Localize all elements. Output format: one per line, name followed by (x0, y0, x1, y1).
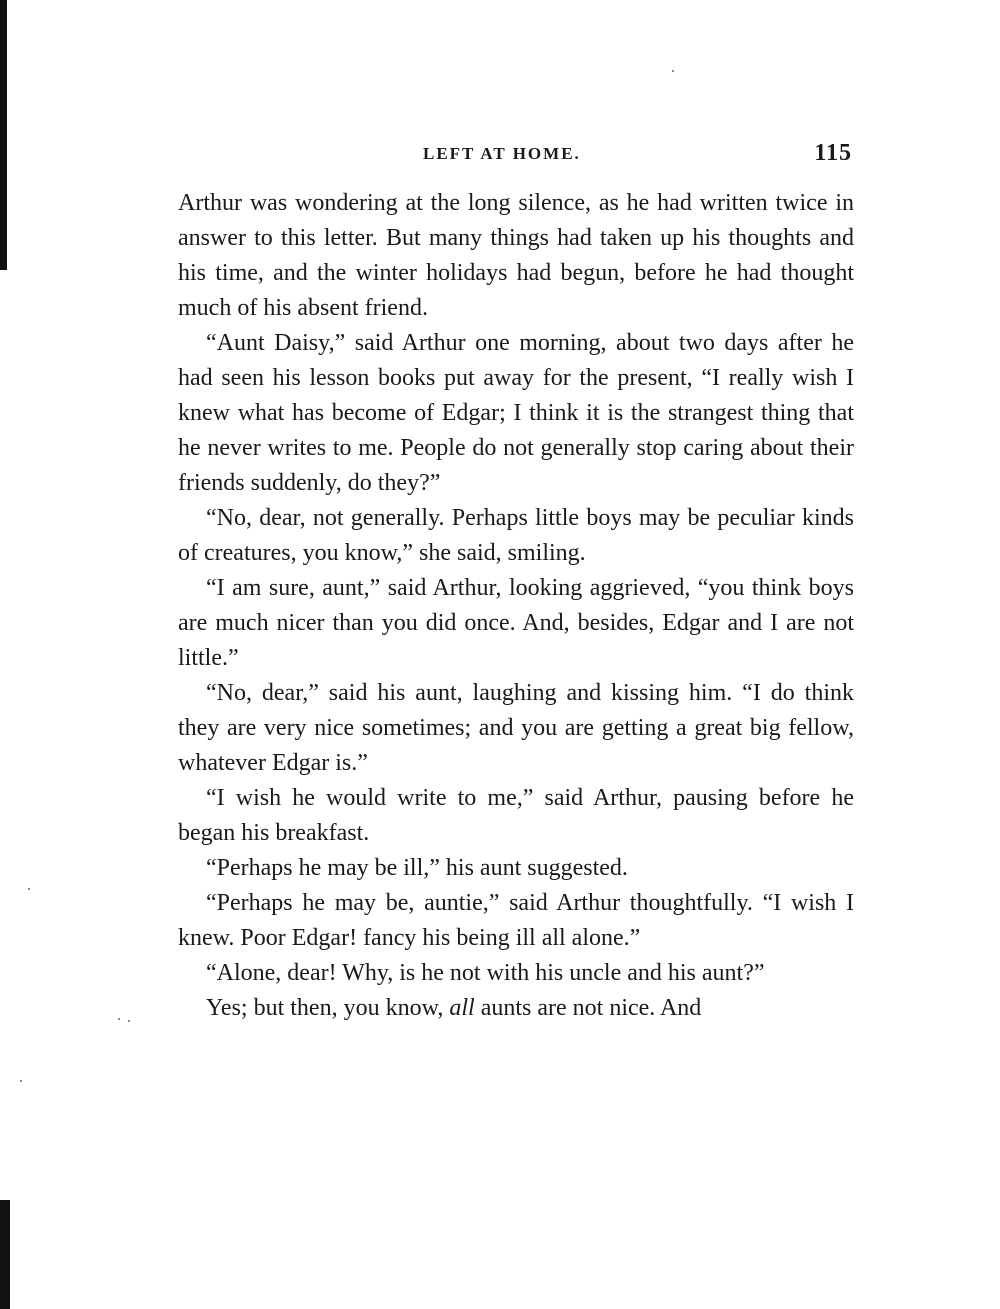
last-line-end: aunts are not nice. And (474, 995, 702, 1021)
page-body (178, 186, 854, 1026)
scan-speck (20, 1080, 22, 1082)
paragraph: “Perhaps he may be ill,” his aunt suggested. (206, 855, 628, 881)
running-head: LEFT AT HOME. (423, 144, 581, 163)
paragraph: “No, dear, not generally. Perhaps little boys may be peculiar kinds of creatures, you know,” she said, smiling. (178, 505, 854, 566)
paragraph: “Perhaps he may be, auntie,” said Arthur thoughtfully. “I wish I knew. Poor Edgar! fancy his being ill all alone.” (178, 890, 854, 951)
paragraph: “I am sure, aunt,” said Arthur, looking aggrieved, “you think boys are much nicer than you did once. And, besides, Edgar and I are not little.” (178, 575, 854, 671)
paragraph: “Alone, dear! Why, is he not with his uncle and his aunt?” (206, 960, 765, 986)
scan-speck (128, 1020, 130, 1022)
page-header (178, 140, 854, 170)
emphasis-all: all (449, 995, 475, 1021)
paragraph: “No, dear,” said his aunt, laughing and kissing him. “I do think they are very nice sometimes; and you are getting a great big fellow, whatever Edgar is.” (178, 680, 854, 776)
scan-speck (118, 1018, 120, 1020)
scan-edge-top (0, 0, 7, 270)
paragraph: Arthur was wondering at the long silence, as he had written twice in answer to this letter. But many things had taken up his thoughts and his time, and the winter holidays had begun, before he had thought much of his absent friend. (178, 190, 854, 321)
paragraph: “Aunt Daisy,” said Arthur one morning, about two days after he had seen his lesson books put away for the present, “I really wish I knew what has become of Edgar; I think it is the strangest thing that he never writes to me. People do not generally stop caring about their friends suddenly, do they?” (178, 330, 854, 496)
scan-speck (28, 888, 30, 890)
scan-speck (672, 70, 674, 72)
scan-edge-bottom (0, 1200, 10, 1309)
page-number: 115 (814, 140, 852, 166)
paragraph-last-line (178, 991, 854, 1026)
last-line-start: Yes; but then, you know, (206, 995, 450, 1021)
paragraph: “I wish he would write to me,” said Arthur, pausing before he began his breakfast. (178, 785, 854, 846)
